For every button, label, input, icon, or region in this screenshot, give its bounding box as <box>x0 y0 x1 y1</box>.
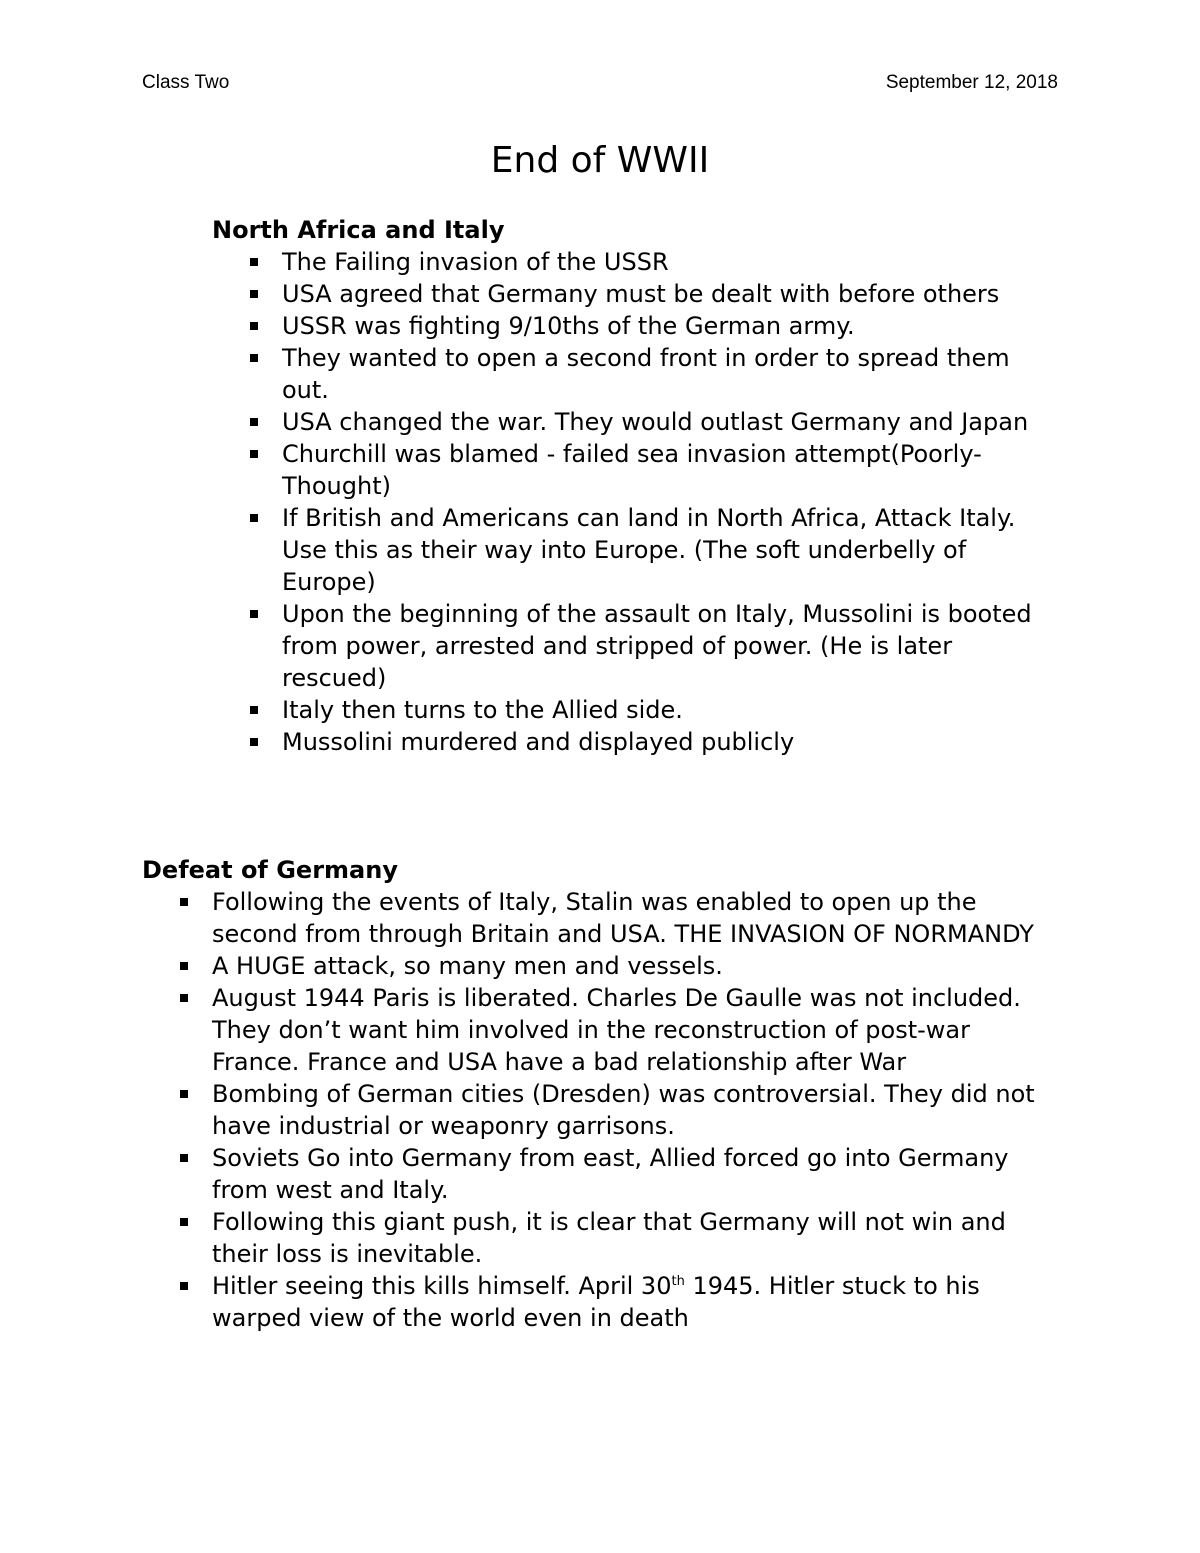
list-item-text: USA changed the war. They would outlast Germany and Japan <box>282 408 1029 436</box>
list-item <box>142 1270 1062 1334</box>
header-date: September 12, 2018 <box>885 72 1058 93</box>
bullet-list <box>142 886 1062 1334</box>
ordinal-suffix: th <box>671 1274 685 1289</box>
list-item-text: USA agreed that Germany must be dealt with before others <box>282 280 1000 308</box>
list-item <box>212 502 1062 598</box>
bullet-list <box>212 246 1062 758</box>
header-class-label: Class Two <box>142 72 230 93</box>
list-item-text: Following this giant push, it is clear that Germany will not win and their loss is inevitable. <box>212 1208 1006 1268</box>
list-item <box>142 950 1062 982</box>
list-item-text: Bombing of German cities (Dresden) was controversial. They did not have industrial or weaponry garrisons. <box>212 1080 1035 1140</box>
bullet-square-icon <box>180 994 188 1002</box>
bullet-square-icon <box>250 706 258 714</box>
list-item <box>212 406 1062 438</box>
section-north-africa-italy <box>212 214 1062 758</box>
list-item-text: Churchill was blamed - failed sea invasion attempt(Poorly-Thought) <box>282 440 982 500</box>
bullet-square-icon <box>180 1090 188 1098</box>
list-item-text: They wanted to open a second front in order to spread them out. <box>282 344 1010 404</box>
list-item <box>142 1206 1062 1270</box>
list-item <box>212 694 1062 726</box>
document-title: End of WWII <box>490 140 710 181</box>
list-item <box>212 246 1062 278</box>
list-item <box>212 598 1062 694</box>
hitler-text-part1: Hitler seeing this kills himself. April 30 <box>212 1272 672 1300</box>
list-item-text: Mussolini murdered and displayed publicly <box>282 728 795 756</box>
section-defeat-of-germany <box>142 854 1062 1334</box>
bullet-square-icon <box>180 1282 188 1290</box>
list-item-text: Upon the beginning of the assault on Italy, Mussolini is booted from power, arrested and stripped of power. (He is later rescued) <box>282 600 1032 692</box>
list-item <box>142 886 1062 950</box>
list-item-text: Soviets Go into Germany from east, Allied forced go into Germany from west and Italy. <box>212 1144 1009 1204</box>
list-item <box>212 278 1062 310</box>
bullet-square-icon <box>180 1154 188 1162</box>
list-item-text: August 1944 Paris is liberated. Charles De Gaulle was not included. They don’t want him involved in the reconstruction of post-war France. France and USA have a bad relationship after War <box>212 984 1021 1076</box>
bullet-square-icon <box>180 1218 188 1226</box>
bullet-square-icon <box>250 322 258 330</box>
list-item <box>212 726 1062 758</box>
bullet-square-icon <box>250 290 258 298</box>
section-heading: Defeat of Germany <box>142 856 398 884</box>
list-item <box>142 1078 1062 1142</box>
list-item-text: Following the events of Italy, Stalin was enabled to open up the second from through Britain and USA. THE INVASION OF NORMANDY <box>212 888 1034 948</box>
list-item-text: A HUGE attack, so many men and vessels. <box>212 952 723 980</box>
list-item-text: If British and Americans can land in North Africa, Attack Italy. Use this as their way into Europe. (The soft underbelly of Europe) <box>282 504 1016 596</box>
list-item-text: USSR was fighting 9/10ths of the German army. <box>282 312 855 340</box>
list-item <box>212 310 1062 342</box>
bullet-square-icon <box>250 354 258 362</box>
list-item <box>212 342 1062 406</box>
hitler-text-part2: 1945. Hitler stuck to his warped view of the world even in death <box>212 1272 980 1332</box>
list-item-text <box>212 1272 980 1332</box>
section-heading: North Africa and Italy <box>212 216 505 244</box>
bullet-square-icon <box>250 418 258 426</box>
bullet-square-icon <box>180 962 188 970</box>
bullet-square-icon <box>250 738 258 746</box>
bullet-square-icon <box>250 450 258 458</box>
list-item-text: The Failing invasion of the USSR <box>282 248 669 276</box>
list-item <box>142 1142 1062 1206</box>
list-item <box>212 438 1062 502</box>
bullet-square-icon <box>250 610 258 618</box>
bullet-square-icon <box>250 514 258 522</box>
list-item-text: Italy then turns to the Allied side. <box>282 696 683 724</box>
bullet-square-icon <box>180 898 188 906</box>
bullet-square-icon <box>250 258 258 266</box>
list-item <box>142 982 1062 1078</box>
